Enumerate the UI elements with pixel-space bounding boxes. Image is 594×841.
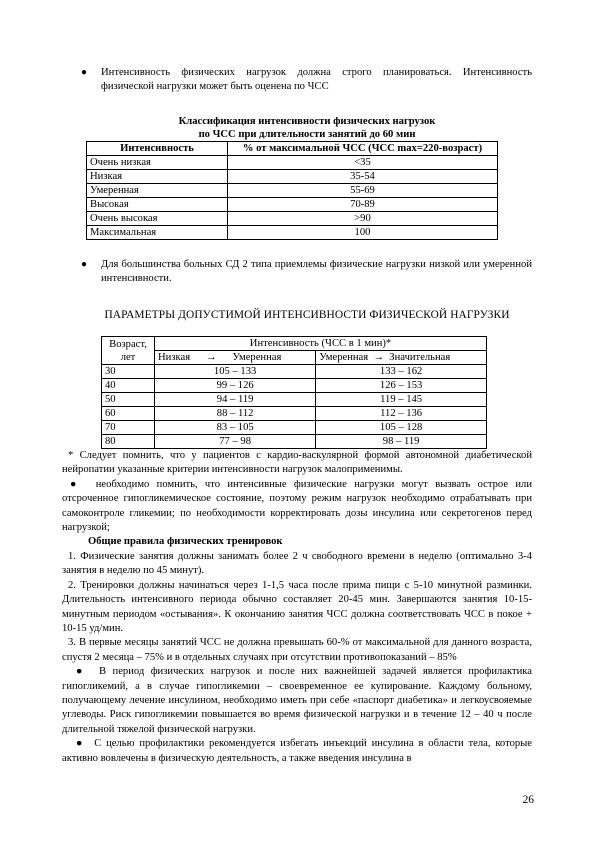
age-cell: 40: [102, 379, 155, 393]
bullet-hypoglycemia-prevention: [62, 665, 532, 737]
bullet-text: Для большинства больных СД 2 типа приемлемы физические нагрузки низкой или умеренной интенсивности.: [101, 258, 532, 285]
table-row: [102, 435, 487, 449]
table-cell: 105 – 128: [316, 421, 487, 435]
allowed-intensity-table: [101, 336, 487, 449]
table-cell: 99 – 126: [155, 379, 316, 393]
table-row: [87, 225, 498, 239]
table-header-cell: Интенсивность: [87, 141, 228, 155]
table-cell: 35-54: [228, 169, 498, 183]
table-cell: 126 – 153: [316, 379, 487, 393]
table-row: [102, 365, 487, 379]
bullet-text: Интенсивность физических нагрузок должна строго планироваться. Интенсивность физической нагрузки может быть оценена по ЧСС: [101, 67, 532, 93]
bullet-text: необходимо помнить, что интенсивные физические нагрузки могут вызвать острое или отсроченное гипогликемическое состояние, поэтому режим нагрузок необходимо отрабатывать при самоконтроле гликемии; по необходимости корректировать дозы инсулина или секретогенов перед нагрузкой;: [62, 478, 533, 534]
bullet-text: В период физических нагрузок и после них важнейшей задачей является профилактика гипогликемий, а в случае гипогликемии – своевременное ее купирование. Каждому больному, получающему лечение инсулином, необходимо иметь при себе «паспорт диабетика» и легкоусвояемые углеводы. Риск гипогликемии повышается во время физической нагрузки и в течение 12 – 40 ч после длительной тяжелой физической нагрузки.: [62, 666, 532, 735]
age-header-cell: [102, 337, 155, 365]
table-header-row: [87, 141, 498, 155]
bullet-icon: ●: [81, 67, 88, 78]
bullet-hr-intensity: [81, 66, 532, 95]
table-row: [87, 169, 498, 183]
bullet-icon: ●: [76, 738, 95, 750]
table-row: [87, 183, 498, 197]
rules-section-title: Общие правила физических тренировок: [88, 536, 283, 548]
age-header-line2: лет: [120, 351, 136, 363]
age-cell: 60: [102, 407, 155, 421]
table-cell: Максимальная: [87, 225, 228, 239]
age-header-line1: Возраст,: [109, 338, 147, 350]
table-row: [87, 155, 498, 169]
table-cell: 98 – 119: [316, 435, 487, 449]
bullet-text: С целью профилактики рекомендуется избегать инъекций инсулина в области тела, которые активно вовлечены в физическую деятельность, а также введения инсулина в: [62, 738, 532, 764]
bullet-icon: ●: [81, 258, 88, 270]
intensity-header-cell: Интенсивность (ЧСС в 1 мин)*: [155, 337, 487, 351]
subheader-low-moderate: Низкая → Умеренная: [155, 351, 316, 365]
subheader-moderate-significant: Умеренная → Значительная: [316, 351, 487, 365]
intensity-classification-table: [86, 141, 498, 240]
bullet-hypoglycemia-warning: [62, 478, 532, 536]
age-cell: 70: [102, 421, 155, 435]
table-row: [87, 211, 498, 225]
table-cell: >90: [228, 211, 498, 225]
rule-item-1: 1. Физические занятия должны занимать более 2 ч свободного времени в неделю (оптимально 3-4 занятия в неделю по 45 минут).: [62, 550, 532, 577]
page-content: [62, 66, 533, 766]
table-row: [102, 393, 487, 407]
bullet-injection-sites: [62, 737, 532, 766]
table-cell: 133 – 162: [316, 365, 487, 379]
age-cell: 80: [102, 435, 155, 449]
table-row: [102, 421, 487, 435]
age-cell: 30: [102, 365, 155, 379]
bullet-icon: ●: [76, 666, 100, 678]
table-cell: Высокая: [87, 197, 228, 211]
table-cell: 94 – 119: [155, 393, 316, 407]
page-number: 26: [522, 794, 534, 806]
table-row: [102, 379, 487, 393]
table-cell: <35: [228, 155, 498, 169]
bullet-sd2-intensity: [81, 258, 532, 287]
age-cell: 50: [102, 393, 155, 407]
table-row: [102, 407, 487, 421]
table1-title-line1: Классификация интенсивности физических нагрузок: [178, 115, 436, 127]
footnote: * Следует помнить, что у пациентов с кардио-васкулярной формой автономной диабетической нейропатии указанные критерии интенсивности нагрузок малоприменимы.: [62, 450, 532, 476]
table-header-row: [102, 337, 487, 351]
table-cell: 70-89: [228, 197, 498, 211]
table-cell: 105 – 133: [155, 365, 316, 379]
table-cell: 83 – 105: [155, 421, 316, 435]
table-cell: 112 – 136: [316, 407, 487, 421]
bullet-icon: ●: [70, 478, 96, 490]
rule-item-2: 2. Тренировки должны начинаться через 1-1,5 часа после прима пищи с 5-10 минутной разминки. Длительность интенсивного периода обычно составляет 20-45 мин. Завершаются занятия 10-15-минутным периодом «остывания». К окончанию занятия ЧСС должна соответствовать ЧСС в покое + 10-15 уд/мин.: [62, 579, 532, 634]
table-cell: Очень высокая: [87, 211, 228, 225]
table-cell: 100: [228, 225, 498, 239]
table-cell: Умеренная: [87, 183, 228, 197]
table-cell: 119 – 145: [316, 393, 487, 407]
table-subheader-row: [102, 351, 487, 365]
table-cell: Низкая: [87, 169, 228, 183]
table-cell: Очень низкая: [87, 155, 228, 169]
table-cell: 77 – 98: [155, 435, 316, 449]
rule-item-3: 3. В первые месяцы занятий ЧСС не должна превышать 60-% от максимальной для данного возраста, спустя 2 месяца – 75% и в отдельных случаях при отсутствии противопоказаний – 85%: [62, 637, 532, 663]
table-row: [87, 197, 498, 211]
table1-title: [82, 115, 532, 141]
params-section-title: ПАРАМЕТРЫ ДОПУСТИМОЙ ИНТЕНСИВНОСТИ ФИЗИЧЕСКОЙ НАГРУЗКИ: [104, 308, 510, 321]
table1-title-line2: по ЧСС при длительности занятий до 60 мин: [198, 128, 416, 140]
table-cell: 55-69: [228, 183, 498, 197]
table-header-cell: % от максимальной ЧСС (ЧСС max=220-возраст): [228, 141, 498, 155]
table-cell: 88 – 112: [155, 407, 316, 421]
